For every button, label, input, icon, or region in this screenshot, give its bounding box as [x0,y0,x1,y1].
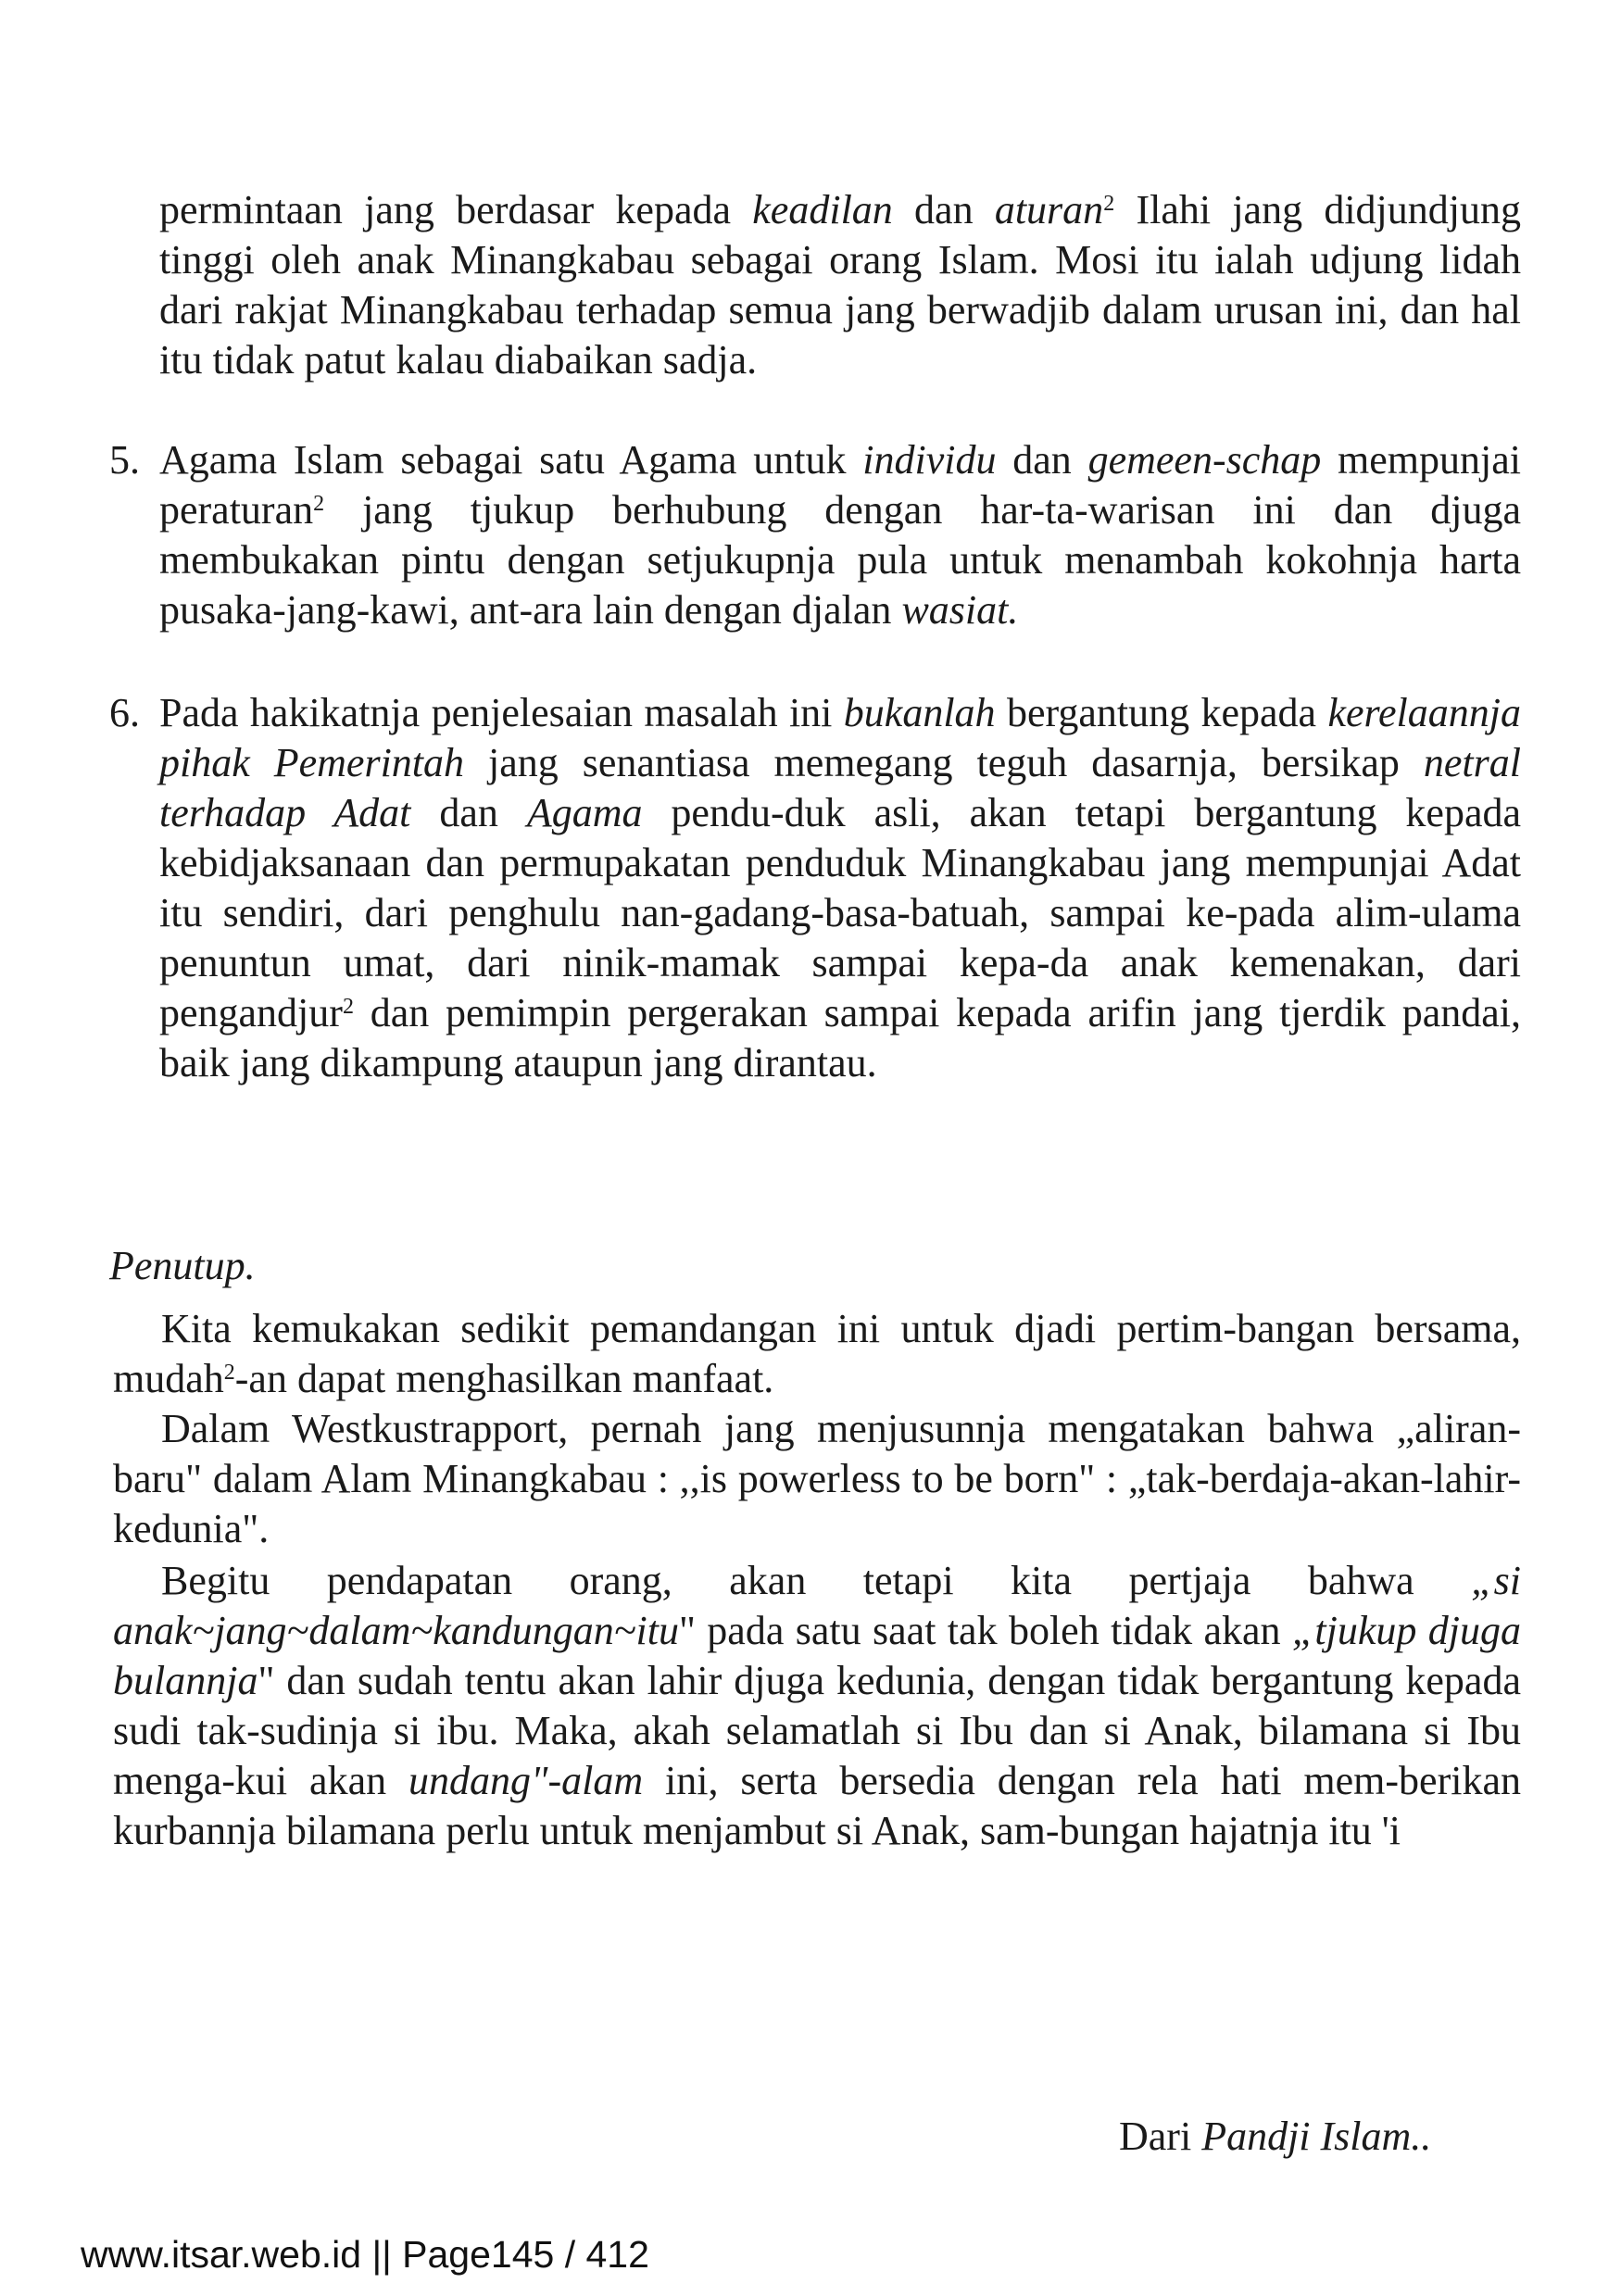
list-item-5 [109,435,1521,635]
superscript: 2 [223,1361,235,1385]
list-item-text: Pada hakikatnja penjelesaian masalah ini bukanlah bergantung kepada kerelaannja pihak Pemerintah jang senantiasa memegang teguh dasarnja, bersikap netral terhadap Adat dan Agama pendu-duk asli, akan tetapi bergantung kepada kebidjaksanaan dan permupakatan penduduk Minangkabau jang mempunjai Adat itu sendiri, dari penghulu nan-gadang-basa-batuah, sampai ke-pada alim-ulama penuntun umat, dari ninik-mamak sampai kepa-da anak kemenakan, dari pengandjur$^2$ dan pemimpin pergerakan sampai kepada arifin jang tjerdik pandai, baik jang dikampung ataupun jang dirantau. [159,690,1522,1085]
emphasis-text: gemeen-schap [1087,437,1322,483]
emphasis-text: bukanlah [843,690,996,735]
emphasis-text: individu [862,437,997,483]
section-heading: Penutup. [109,1243,256,1288]
page-footer: www.itsar.web.id || Page145 / 412 [81,2233,649,2276]
list-number: 6. [109,690,140,735]
emphasis-text: keadilan [752,187,893,232]
emphasis-text: Agama [526,790,643,835]
emphasis-text: netral terhadap Adat [159,740,1521,835]
list-item-6 [109,688,1521,1088]
emphasis-text: wasiat. [901,587,1019,633]
closing-paragraph-1: Kita kemukakan sedikit pemandangan ini untuk djadi pertim-bangan bersama, mudah$^2$-an dapat menghasilkan manfaat. [113,1306,1521,1401]
superscript: 2 [313,492,325,516]
source-attribution: Dari Pandji Islam.. [1119,2114,1432,2159]
continuation-paragraph: permintaan jang berdasar kepada keadilan dan aturan$^2$ Ilahi jang didjundjung tinggi oleh anak Minangkabau sebagai orang Islam. Mosi itu ialah udjung lidah dari rakjat Minangkabau terhadap semua jang berwadjib dalam urusan ini, dan hal itu tidak patut kalau diabaikan sadja. [159,187,1521,383]
list-number: 5. [109,437,140,483]
closing-paragraph-3: Begitu pendapatan orang, akan tetapi kita pertjaja bahwa „si anak~jang~dalam~kandungan~itu" pada satu saat tak boleh tidak akan „tjukup djuga bulannja" dan sudah tentu akan lahir djuga kedunia, dengan tidak bergantung kepada sudi tak-sudinja si ibu. Maka, akah selamatlah si Ibu dan si Anak, bilamana si Ibu menga-kui akan undang"-alam ini, serta bersedia dengan rela hati mem-berikan kurbannja bilamana perlu untuk menjambut si Anak, sam-bungan hajatnja itu 'i [113,1558,1521,1853]
closing-paragraph-2: Dalam Westkustrapport, pernah jang menjusunnja mengatakan bahwa „aliran-baru" dalam Alam Minangkabau : ,,is powerless to be born" : „tak-berdaja-akan-lahir-kedunia". [113,1406,1521,1551]
emphasis-text: „si anak~jang~dalam~kandungan~itu [113,1558,1521,1653]
superscript: 2 [342,995,354,1019]
list-item-text: Agama Islam sebagai satu Agama untuk individu dan gemeen-schap mempunjai peraturan$^2$ jang tjukup berhubung dengan har-ta-warisan ini dan djuga membukakan pintu dengan setjukupnja pula untuk menambah kokohnja harta pusaka-jang-kawi, ant-ara lain dengan djalan wasiat. [159,437,1522,633]
emphasis-text: undang"-alam [408,1758,644,1803]
emphasis-text: „tjukup djuga bulannja [113,1608,1521,1703]
source-name: Pandji Islam.. [1201,2114,1432,2159]
superscript: 2 [1103,192,1115,216]
emphasis-text: aturan [994,187,1104,232]
emphasis-text: kerelaannja pihak Pemerintah [159,690,1521,785]
